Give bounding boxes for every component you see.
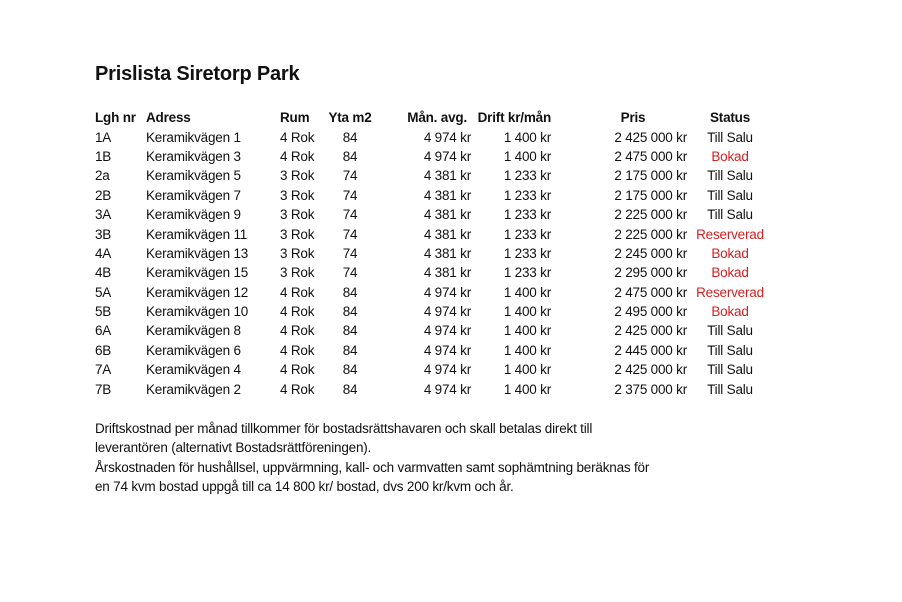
cell-lgh-nr: 6A	[95, 323, 112, 339]
cell-yta: 74	[342, 226, 358, 242]
cell-adress: Keramikvägen 13	[146, 245, 249, 261]
cell-lgh-nr: 5B	[95, 304, 112, 320]
cell-status: Till Salu	[707, 362, 753, 378]
cell-drift: 1 233 kr	[503, 187, 551, 203]
cell-pris: 2 225 000 kr	[614, 207, 687, 223]
cell-status: Till Salu	[707, 381, 753, 397]
page-title: Prislista Siretorp Park	[95, 63, 300, 85]
cell-man-avg: 4 381 kr	[423, 187, 471, 203]
note-arskostnad: Årskostnaden för hushållsel, uppvärmning, kall- och varmvatten samt sophämtning beräknas för en 74 kvm bostad uppgå till ca 14 800 kr/ bostad, dvs 200 kr/kvm och år.	[95, 459, 650, 495]
cell-rum: 4 Rok	[280, 381, 315, 397]
cell-status: Till Salu	[707, 168, 753, 184]
cell-drift: 1 233 kr	[503, 226, 551, 242]
cell-status: Till Salu	[707, 323, 753, 339]
cell-man-avg: 4 974 kr	[423, 342, 471, 358]
cell-pris: 2 175 000 kr	[614, 187, 687, 203]
column-header-drift: Drift kr/mån	[477, 110, 551, 126]
cell-yta: 74	[342, 265, 358, 281]
cell-pris: 2 375 000 kr	[614, 381, 687, 397]
cell-man-avg: 4 381 kr	[423, 226, 471, 242]
cell-status: Till Salu	[707, 129, 753, 145]
cell-man-avg: 4 381 kr	[423, 245, 471, 261]
cell-drift: 1 233 kr	[503, 207, 551, 223]
table-body	[95, 127, 773, 398]
column-header-rum: Rum	[280, 110, 310, 126]
cell-yta: 84	[342, 148, 358, 164]
cell-lgh-nr: 6B	[95, 342, 112, 358]
table-row	[95, 186, 773, 205]
cell-pris: 2 245 000 kr	[614, 245, 687, 261]
cell-pris: 2 445 000 kr	[614, 342, 687, 358]
column-header-pris: Pris	[620, 110, 646, 126]
cell-man-avg: 4 381 kr	[423, 207, 471, 223]
cell-adress: Keramikvägen 9	[146, 207, 241, 223]
table-row	[95, 127, 773, 146]
table-row	[95, 166, 773, 185]
cell-drift: 1 400 kr	[503, 304, 551, 320]
table-row	[95, 224, 773, 243]
cell-status: Reserverad	[696, 284, 764, 300]
cell-adress: Keramikvägen 11	[146, 226, 248, 242]
cell-pris: 2 475 000 kr	[614, 284, 687, 300]
cell-drift: 1 400 kr	[503, 148, 551, 164]
cell-yta: 74	[342, 207, 358, 223]
cell-pris: 2 225 000 kr	[614, 226, 687, 242]
cell-lgh-nr: 7A	[95, 362, 112, 378]
cell-lgh-nr: 5A	[95, 284, 112, 300]
cell-lgh-nr: 7B	[95, 381, 112, 397]
cell-status: Bokad	[711, 265, 749, 281]
table-row	[95, 263, 773, 282]
table-row	[95, 360, 773, 379]
cell-rum: 4 Rok	[280, 148, 315, 164]
cell-adress: Keramikvägen 7	[146, 187, 241, 203]
cell-rum: 3 Rok	[280, 265, 315, 281]
cell-drift: 1 400 kr	[503, 342, 551, 358]
cell-adress: Keramikvägen 3	[146, 148, 241, 164]
cell-lgh-nr: 2a	[95, 168, 110, 184]
column-header-adress: Adress	[146, 110, 191, 126]
cell-yta: 74	[342, 187, 358, 203]
cell-lgh-nr: 2B	[95, 187, 112, 203]
cell-rum: 3 Rok	[280, 168, 315, 184]
column-header-lgh-nr: Lgh nr	[95, 110, 136, 126]
cell-status: Bokad	[711, 148, 749, 164]
cell-pris: 2 295 000 kr	[614, 265, 687, 281]
cell-yta: 84	[342, 381, 358, 397]
notes	[95, 419, 655, 497]
cell-drift: 1 233 kr	[503, 265, 551, 281]
cell-rum: 4 Rok	[280, 129, 315, 145]
cell-rum: 4 Rok	[280, 304, 315, 320]
cell-rum: 3 Rok	[280, 245, 315, 261]
cell-adress: Keramikvägen 12	[146, 284, 249, 300]
cell-lgh-nr: 1A	[95, 129, 112, 145]
cell-man-avg: 4 381 kr	[423, 168, 471, 184]
cell-man-avg: 4 974 kr	[423, 148, 471, 164]
cell-drift: 1 400 kr	[503, 362, 551, 378]
cell-yta: 74	[342, 245, 358, 261]
price-list-document	[95, 60, 815, 496]
cell-pris: 2 425 000 kr	[614, 323, 687, 339]
cell-lgh-nr: 4B	[95, 265, 112, 281]
cell-rum: 4 Rok	[280, 323, 315, 339]
cell-drift: 1 233 kr	[503, 168, 551, 184]
table-row	[95, 283, 773, 302]
cell-yta: 84	[342, 342, 358, 358]
cell-adress: Keramikvägen 8	[146, 323, 241, 339]
cell-man-avg: 4 974 kr	[423, 362, 471, 378]
cell-pris: 2 475 000 kr	[614, 148, 687, 164]
cell-status: Reserverad	[696, 226, 764, 242]
cell-lgh-nr: 4A	[95, 245, 112, 261]
cell-adress: Keramikvägen 15	[146, 265, 249, 281]
cell-status: Bokad	[711, 245, 749, 261]
table-row	[95, 244, 773, 263]
table-row	[95, 321, 773, 340]
cell-man-avg: 4 381 kr	[423, 265, 471, 281]
cell-adress: Keramikvägen 6	[146, 342, 241, 358]
cell-drift: 1 400 kr	[503, 381, 551, 397]
cell-yta: 84	[342, 284, 358, 300]
cell-drift: 1 400 kr	[503, 129, 551, 145]
cell-lgh-nr: 3B	[95, 226, 112, 242]
cell-status: Till Salu	[707, 187, 753, 203]
table-row	[95, 379, 773, 398]
cell-man-avg: 4 974 kr	[423, 284, 471, 300]
cell-adress: Keramikvägen 2	[146, 381, 241, 397]
cell-rum: 4 Rok	[280, 284, 315, 300]
column-header-man-avg: Mån. avg.	[407, 110, 467, 126]
cell-man-avg: 4 974 kr	[423, 381, 471, 397]
cell-rum: 4 Rok	[280, 362, 315, 378]
cell-yta: 84	[342, 129, 358, 145]
cell-status: Till Salu	[707, 342, 753, 358]
cell-yta: 84	[342, 362, 358, 378]
cell-lgh-nr: 3A	[95, 207, 112, 223]
cell-rum: 3 Rok	[280, 187, 315, 203]
cell-drift: 1 233 kr	[503, 245, 551, 261]
cell-rum: 3 Rok	[280, 207, 315, 223]
cell-rum: 3 Rok	[280, 226, 315, 242]
cell-adress: Keramikvägen 1	[146, 129, 241, 145]
cell-adress: Keramikvägen 4	[146, 362, 241, 378]
column-header-status: Status	[709, 110, 751, 126]
cell-adress: Keramikvägen 5	[146, 168, 241, 184]
cell-man-avg: 4 974 kr	[423, 304, 471, 320]
table-header-row	[95, 108, 773, 127]
table-row	[95, 147, 773, 166]
cell-rum: 4 Rok	[280, 342, 315, 358]
cell-yta: 74	[342, 168, 358, 184]
cell-pris: 2 425 000 kr	[614, 362, 687, 378]
cell-pris: 2 425 000 kr	[614, 129, 687, 145]
cell-man-avg: 4 974 kr	[423, 129, 471, 145]
cell-lgh-nr: 1B	[95, 148, 112, 164]
table-row	[95, 302, 773, 321]
cell-status: Bokad	[711, 304, 749, 320]
cell-drift: 1 400 kr	[503, 323, 551, 339]
cell-status: Till Salu	[707, 207, 753, 223]
cell-adress: Keramikvägen 10	[146, 304, 249, 320]
note-drift: Driftskostnad per månad tillkommer för bostadsrättshavaren och skall betalas direkt till leverantören (alternativt Bostadsrättföreningen).	[95, 420, 593, 456]
cell-pris: 2 495 000 kr	[614, 304, 687, 320]
cell-drift: 1 400 kr	[503, 284, 551, 300]
cell-man-avg: 4 974 kr	[423, 323, 471, 339]
price-table	[95, 108, 773, 399]
cell-yta: 84	[342, 323, 358, 339]
table-row	[95, 341, 773, 360]
cell-pris: 2 175 000 kr	[614, 168, 687, 184]
table-row	[95, 205, 773, 224]
cell-yta: 84	[342, 304, 358, 320]
column-header-yta: Yta m2	[328, 110, 372, 126]
